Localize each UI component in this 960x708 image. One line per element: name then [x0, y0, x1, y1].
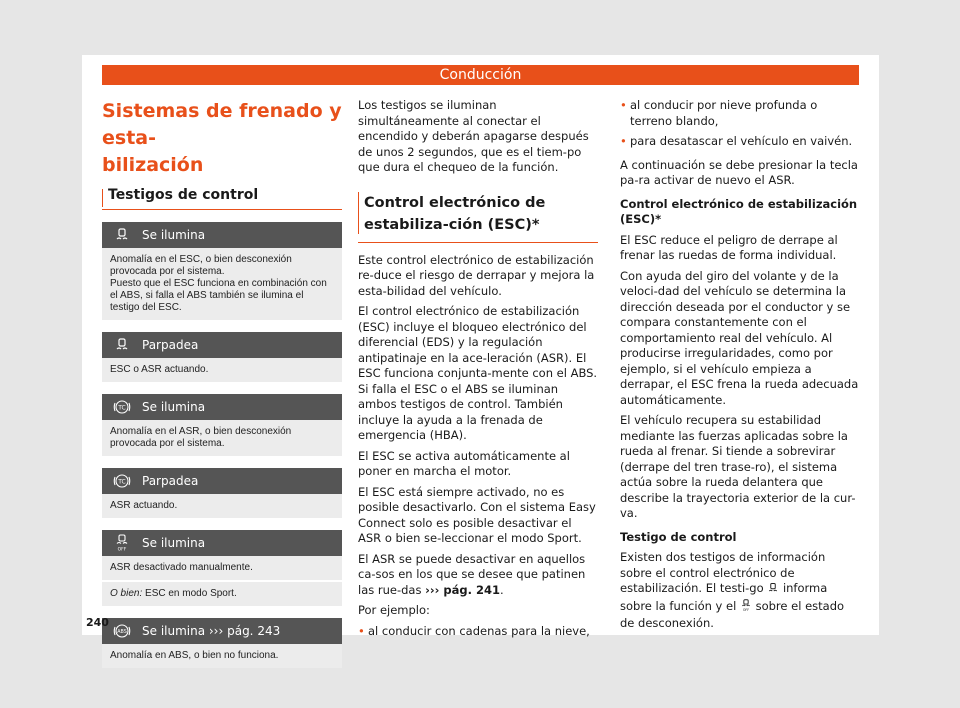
svg-text:ABS: ABS	[117, 630, 127, 635]
paragraph-text: Existen dos testigos de información sobre el control electrónico de estabilización. El testi-go	[620, 550, 826, 595]
page-number: 240	[86, 616, 109, 629]
warning-light-description	[102, 582, 342, 606]
main-title	[102, 98, 342, 179]
warning-light-block	[102, 468, 342, 518]
paragraph: El ESC está siempre activado, no es posible desactivarlo. Con el sistema Easy Connect solo es posible desactivar el ASR o bien se-leccionar el modo Sport.	[358, 484, 596, 545]
warning-light-block	[102, 530, 342, 606]
paragraph: El ESC se activa automáticamente al poner en marcha el motor.	[358, 448, 570, 478]
svg-text:OFF: OFF	[742, 607, 750, 612]
warning-light-description: Anomalía en el ASR, o bien desconexión provocada por el sistema.	[102, 420, 342, 456]
warning-light-block	[102, 394, 342, 456]
esc-off-icon	[740, 599, 752, 617]
paragraph-text: .	[499, 582, 504, 597]
tc-icon	[102, 473, 142, 489]
warning-light-description: Anomalía en ABS, o bien no funciona.	[102, 644, 342, 668]
main-title-line1: Sistemas de frenado y esta-	[102, 100, 342, 149]
alternative-label: O bien:	[110, 588, 143, 599]
middle-column	[358, 98, 598, 639]
paragraph-text: informa sobre la función y el	[620, 581, 828, 613]
esc-icon	[102, 227, 142, 243]
warning-light-state: Se ilumina	[142, 228, 206, 242]
svg-text:TC: TC	[118, 478, 126, 486]
paragraph-text: El ASR se puede desactivar en aquellos ca-sos en los que se desee que patinen las rue-das	[358, 551, 586, 597]
list-item-text: al conducir por nieve profunda o terreno blando,	[630, 98, 818, 128]
bullet-icon: •	[358, 623, 365, 638]
warning-light-description: ASR desactivado manualmente.	[102, 556, 342, 580]
esc-icon	[102, 337, 142, 353]
esc-icon	[767, 582, 779, 599]
page-reference-link[interactable]: ››› pág. 241	[425, 582, 500, 597]
subsection-heading: Testigo de control	[620, 529, 737, 544]
list-item	[620, 98, 860, 129]
tc-icon	[102, 399, 142, 415]
warning-light-header	[102, 332, 342, 358]
esc-off-icon	[102, 534, 142, 552]
description-line: Puesto que el ESC funciona en combinación con el ABS, si falla el ABS también se ilumina el testigo del ESC.	[110, 278, 327, 313]
warning-light-block	[102, 222, 342, 320]
paragraph: Este control electrónico de estabilización re-duce el riesgo de derrapar y mejora la esta-bilidad del vehículo.	[358, 252, 595, 298]
warning-light-header	[102, 530, 342, 556]
warning-light-state: Parpadea	[142, 338, 199, 352]
section-title: Control electrónico de estabiliza-ción (ESC)*	[358, 190, 598, 243]
list-item	[620, 134, 860, 150]
paragraph: Los testigos se iluminan simultáneamente al conectar el encendido y deberán apagarse después de unos 2 segundos, que es el tiem-po que dura el chequeo de la función.	[358, 98, 589, 174]
warning-light-state: Se ilumina	[142, 536, 206, 550]
main-title-line2: bilización	[102, 154, 204, 176]
warning-light-header	[102, 394, 342, 420]
right-column	[620, 98, 860, 637]
section-header: Conducción	[102, 65, 859, 85]
bullet-icon: •	[620, 134, 627, 148]
bullet-icon: •	[620, 98, 627, 112]
description-line: Anomalía en el ESC, o bien desconexión provocada por el sistema.	[110, 254, 292, 277]
warning-light-description	[102, 248, 342, 320]
warning-light-state: Se ilumina ››› pág. 243	[142, 624, 281, 638]
warning-light-state: Parpadea	[142, 474, 199, 488]
alternative-text: ESC en modo Sport.	[142, 588, 237, 599]
warning-light-description: ESC o ASR actuando.	[102, 358, 342, 382]
paragraph: Con ayuda del giro del volante y de la veloci-dad del vehículo se determina la dirección deseada por el conductor y se compara constantemente con el comportamiento real del vehículo. Al producirse irregularidades, como por ejemplo, si el vehículo empieza a derrapar, el ESC frena la rueda adecuada automáticamente.	[620, 268, 859, 407]
paragraph: El control electrónico de estabilización (ESC) incluye el bloqueo electrónico del diferencial (EDS) y la regulación antipatinaje en la ace-leración (ASR). El ESC funciona conjunta-mente con el ABS. Si falla el ESC o el ABS se iluminan ambos testigos de control. También incluye la ayuda a la frenada de emergencia (HBA).	[358, 304, 598, 442]
paragraph: El ESC reduce el peligro de derrape al frenar las ruedas de forma individual.	[620, 232, 838, 262]
warning-light-header	[102, 222, 342, 248]
svg-text:TC: TC	[118, 404, 126, 412]
list-item-text: para desatascar el vehículo en vaivén.	[630, 134, 853, 148]
warning-light-header	[102, 468, 342, 494]
paragraph: A continuación se debe presionar la tecla pa-ra activar de nuevo el ASR.	[620, 157, 858, 187]
svg-text:OFF: OFF	[117, 547, 127, 552]
list-item	[358, 624, 598, 640]
warning-light-header	[102, 618, 342, 644]
subtitle: Testigos de control	[102, 187, 342, 210]
paragraph: Por ejemplo:	[358, 603, 430, 617]
list-item-text: al conducir con cadenas para la nieve,	[368, 623, 590, 638]
warning-light-block	[102, 618, 342, 668]
paragraph-text: sobre el estado de desconexión.	[620, 598, 845, 630]
paragraph: El vehículo recupera su estabilidad mediante las fuerzas aplicadas sobre la rueda al frenar. Si tiende a sobrevirar (derrape del tren trase-ro), el sistema actúa sobre la rueda delantera que describe la trayectoria exterior de la cur-va.	[620, 413, 856, 520]
left-column	[102, 98, 342, 668]
subsection-heading: Control electrónico de estabilización (ESC)*	[620, 196, 858, 226]
warning-light-block	[102, 332, 342, 382]
paragraph	[620, 550, 860, 632]
warning-light-state: Se ilumina	[142, 400, 206, 414]
paragraph	[358, 552, 598, 599]
warning-light-description: ASR actuando.	[102, 494, 342, 518]
